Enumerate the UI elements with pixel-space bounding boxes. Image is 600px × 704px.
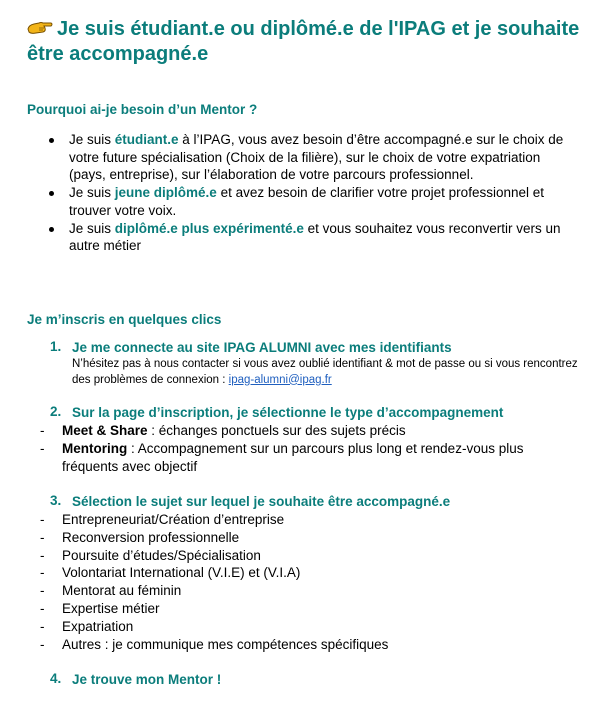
step-1 <box>50 339 590 388</box>
type-list <box>33 422 573 475</box>
pointing-hand-icon <box>27 18 53 34</box>
why-list <box>40 131 580 255</box>
step-4 <box>50 671 590 689</box>
signup-heading: Je m’inscris en quelques clics <box>27 312 222 327</box>
dash-icon: - <box>40 565 45 581</box>
list-item: Je suis jeune diplômé.e et avez besoin de clarifier votre projet professionnel et trouver votre voix. <box>40 184 580 219</box>
dash-icon: - <box>40 600 45 616</box>
list-item: - Mentoring : Accompagnement sur un parcours plus long et rendez-vous plus fréquents avec objectif <box>40 440 524 474</box>
list-item: - Expertise métier <box>40 600 160 616</box>
highlight: diplômé.e plus expérimenté.e <box>114 220 304 236</box>
dash-icon: - <box>40 547 45 563</box>
dash-icon: - <box>40 529 45 545</box>
step-number: 4. <box>50 671 62 686</box>
page-title <box>27 17 597 67</box>
bullet-icon <box>49 227 54 232</box>
bullet-icon <box>49 191 54 196</box>
dash-icon: - <box>40 618 45 634</box>
topic-list <box>33 511 573 653</box>
dash-icon: - <box>40 583 45 599</box>
step-note: N’hésitez pas à nous contacter si vous avez oublié identifiant & mot de passe ou si vous rencontrez des problèmes de connexion : ipag-alumni@ipag.fr <box>72 358 578 386</box>
list-item: - Mentorat au féminin <box>40 583 182 599</box>
list-item: - Expatriation <box>40 618 134 634</box>
list-item: - Volontariat International (V.I.E) et (V.I.A) <box>40 565 301 581</box>
step-number: 2. <box>50 404 62 419</box>
dash-icon: - <box>40 512 45 527</box>
dash-icon: - <box>40 423 45 438</box>
list-item: Je suis diplômé.e plus expérimenté.e et vous souhaitez vous reconvertir vers un autre métier <box>40 220 580 255</box>
step-number: 1. <box>50 339 62 354</box>
list-item: - Autres : je communique mes compétences spécifiques <box>40 636 389 652</box>
list-item: - Reconversion professionnelle <box>40 529 240 545</box>
list-item: - Poursuite d’études/Spécialisation <box>40 547 261 563</box>
title-text: Je suis étudiant.e ou diplômé.e de l'IPAG et je souhaite être accompagné.e <box>27 18 580 65</box>
dash-icon: - <box>40 440 45 456</box>
step-3 <box>40 493 590 653</box>
step-heading: Je me connecte au site IPAG ALUMNI avec mes identifiants <box>72 340 452 355</box>
highlight: jeune diplômé.e <box>114 185 217 201</box>
step-heading: Sélection le sujet sur lequel je souhaite être accompagné.e <box>72 494 451 509</box>
list-item: - Meet & Share : échanges ponctuels sur des sujets précis <box>40 423 406 438</box>
email-link[interactable]: ipag-alumni@ipag.fr <box>228 373 332 386</box>
step-heading: Sur la page d’inscription, je sélectionne le type d’accompagnement <box>72 405 504 420</box>
step-heading: Je trouve mon Mentor ! <box>72 672 222 687</box>
step-number: 3. <box>50 493 62 508</box>
list-item: - Entrepreneuriat/Création d’entreprise <box>40 512 285 527</box>
why-heading: Pourquoi ai-je besoin d’un Mentor ? <box>27 102 258 117</box>
bullet-icon <box>49 138 54 143</box>
dash-icon: - <box>40 636 45 652</box>
step-2 <box>40 404 590 475</box>
list-item: Je suis étudiant.e à l’IPAG, vous avez besoin d’être accompagné.e sur le choix de votre future spécialisation (Choix de la filière), sur le choix de votre expatriation (pays, entreprise), sur l’élaboration de votre parcours professionnel. <box>40 131 580 184</box>
highlight: étudiant.e <box>114 132 179 147</box>
